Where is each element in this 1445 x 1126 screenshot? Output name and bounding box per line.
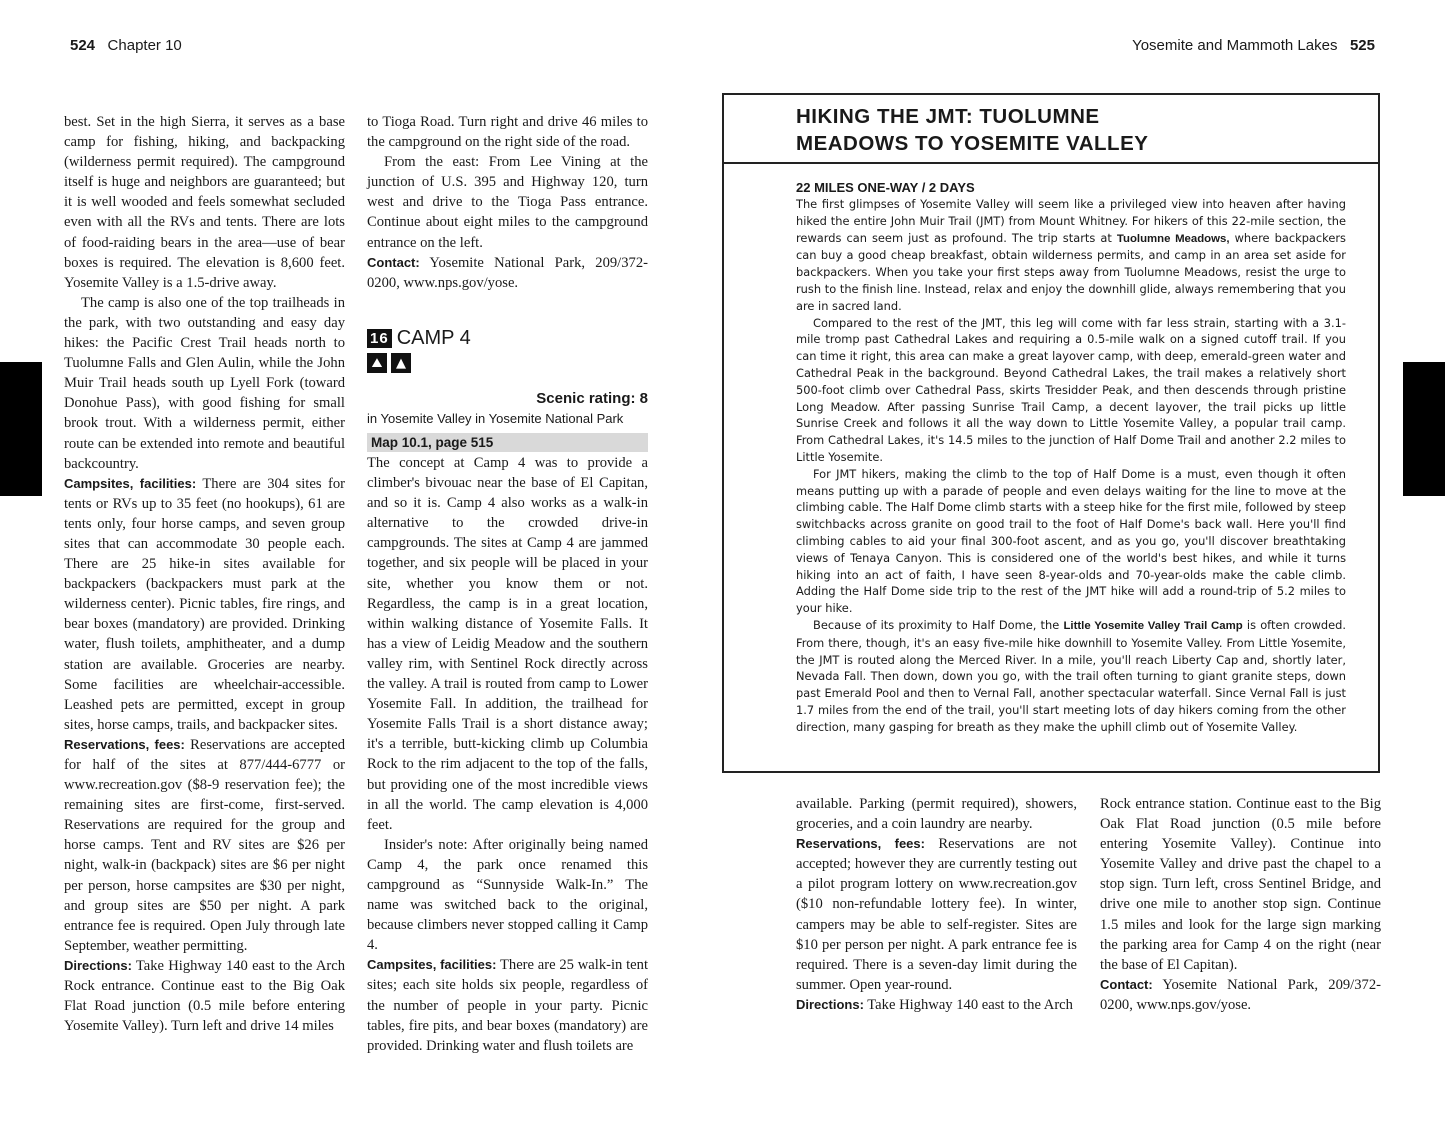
map-reference: Map 10.1, page 515 <box>367 433 648 452</box>
paragraph: Because of its proximity to Half Dome, the Little Yosemite Valley Trail Camp is often crowded. From there, though, it's an easy five-mile hike downhill to Yosemite Valley. From Little Yosemite, the JMT is routed along the Merced River. In a mile, you'll reach Liberty Cap and, shortly later, Nevada Fall. Then down, down you go, with the trail often turning to giant granite steps, down past Emerald Pool and then to Vernal Fall, another spectacular waterfall. Since Vernal Fall is just 1.7 miles from the end of the trail, you'll start meeting lots of day hikers coming from the other direction, many gasping for breath as they make the uphill climb out of Yosemite Valley. <box>796 617 1346 734</box>
camp-number-badge: 16 <box>367 329 392 348</box>
field-label: Directions: <box>796 996 864 1012</box>
paragraph: Reservations, fees: Reservations are not accepted; however they are currently testing out a pilot program lottery on www.recreation.gov ($10 non-refundable lottery fee). In winter, campers may be able to self-register. Sites are $10 per person per night. A park entrance fee is required. There is a seven-day limit during the summer. Open year-round. <box>796 836 1077 993</box>
left-column-2-top <box>367 112 648 293</box>
tent-icon: ▲ <box>391 353 411 373</box>
scenic-rating: Scenic rating: 8 <box>536 390 648 407</box>
field-label: Campsites, facilities: <box>64 475 197 491</box>
paragraph: to Tioga Road. Turn right and drive 46 miles to the campground on the right side of the road. <box>367 114 648 151</box>
paragraph: From the east: From Lee Vining at the junction of U.S. 395 and Highway 120, turn west and drive to the Tioga Pass entrance. Continue about eight miles to the campground entrance on the left. <box>367 154 648 251</box>
paragraph: Campsites, facilities: There are 25 walk-in tent sites; each site holds six people, regardless of the number of people in your party. Picnic tables, fire pits, and bear boxes (mandatory) are provided. Drinking water and flush toilets are <box>367 957 648 1054</box>
sidebar-subtitle: 22 MILES ONE-WAY / 2 DAYS <box>796 180 975 195</box>
paragraph: The camp is also one of the top trailheads in the park, with two outstanding and easy day hikes: the Pacific Crest Trail heads north to Tuolumne Falls and Glen Aulin, while the John Muir Trail heads south up Lyell Fork (toward Donohue Pass), with good fishing for small brook trout. With a wilderness permit, either route can be extended into remote and beautiful backcountry. <box>64 294 345 472</box>
paragraph: Rock entrance station. Continue east to the Big Oak Flat Road junction (0.5 mile before entering Yosemite Valley). Continue into Yosemite Valley and drive past the chapel to a stop sign. Turn left, cross Sentinel Bridge, and drive one mile to another stop sign. Continue 1.5 miles and look for the large sign marking the parking area for Camp 4 on the right (near the base of El Capitan). <box>1100 796 1381 973</box>
hiking-sidebar-box <box>722 93 1380 773</box>
left-chapter-title: Chapter 10 <box>107 37 182 54</box>
paragraph: Contact: Yosemite National Park, 209/372-0200, www.nps.gov/yose. <box>367 254 648 291</box>
paragraph: Directions: Take Highway 140 east to the Arch <box>796 996 1073 1013</box>
camp-location: in Yosemite Valley in Yosemite National Park <box>367 411 624 426</box>
left-column-1 <box>64 112 345 1036</box>
sidebar-body <box>796 179 1346 736</box>
right-page-number: 525 <box>1349 37 1375 54</box>
left-thumb-tab <box>0 362 42 496</box>
paragraph: Directions: Take Highway 140 east to the Arch Rock entrance. Continue east to the Big Oak Flat Road junction (0.5 mile before entering Yosemite Valley). Turn left and drive 14 miles <box>64 957 345 1035</box>
camp-name: CAMP 4 <box>396 327 471 349</box>
right-thumb-tab <box>1403 362 1445 496</box>
paragraph: Reservations, fees: Reservations are accepted for half of the sites at 877/444-6777 or www.recreation.gov ($8-9 reservation fee); the remaining sites are first-come, first-served. Reservations are required for the group and horse camps. Tent and RV sites are $26 per night, walk-in (backpack) sites are $6 per night per person, horse campsites are $30 per night, and group sites are $50 per night. A park entrance fee is required. Open July through late September, weather permitting. <box>64 736 345 954</box>
right-running-header <box>1132 37 1375 54</box>
field-label: Contact: <box>1100 976 1153 992</box>
camp-icons <box>367 353 411 373</box>
paragraph: Insider's note: After originally being named Camp 4, the park once renamed this campground as “Sunnyside Walk-In.” The name was switched back to the original, because climbers never stopped calling it Camp 4. <box>367 836 648 954</box>
right-column-1 <box>796 794 1077 1015</box>
field-label: Campsites, facilities: <box>367 957 497 973</box>
paragraph: Campsites, facilities: There are 304 sites for tents or RVs up to 35 feet (no hookups), 61 are tents only, four horse camps, and seven group sites that can accommodate 30 people each. There are 25 hike-in sites available for backpackers (backpackers must park at the wilderness center). Picnic tables, fire rings, and bear boxes (mandatory) are provided. Drinking water, flush toilets, amphitheater, and a dump station are available. Groceries are nearby. Some facilities are wheelchair-accessible. Leashed pets are permitted, except in group sites, horse camps, trails, and backpacker sites. <box>64 475 346 733</box>
sidebar-title: HIKING THE JMT: TUOLUMNE MEADOWS TO YOSEMITE VALLEY <box>724 95 1378 164</box>
paragraph: For JMT hikers, making the climb to the top of Half Dome is a must, even though it often means putting up with a parade of people and even delays waiting for the line to move at the climbing cable. The Half Dome climb starts with a steep hike for the first mile, followed by steep switchbacks across granite on good trail to the foot of Half Dome's back wall. Here you'll find climbing cables to aid your final 300-foot ascent, and as you go, you'll discover breathtaking views of Tenaya Canyon. This is considered one of the world's best hikes, and while it turns hiking into an act of faith, I have seen 8-year-olds and 70-year-olds make the cable climb. Adding the Half Dome side trip to the rest of the JMT hike will add a round-trip of 5.2 miles to your hike. <box>796 466 1346 616</box>
field-label: Reservations, fees: <box>64 736 185 752</box>
paragraph: The concept at Camp 4 was to provide a climber's bivouac near the base of El Capitan, and so it is. Camp 4 also works as a walk-in alternative to the crowded drive-in campgrounds. The sites at Camp 4 are jammed together, and six people will be placed in your site, whether you know them or not. Regardless, the camp is in a great location, within walking distance of Yosemite Falls. It has a view of Leidig Meadow and the southern valley rim, with Sentinel Rock directly across the valley. A trail is routed from camp to Lower Yosemite Fall. In addition, the trailhead for Yosemite Falls Trail is a short distance away; it's a terrible, butt-kicking climb up Columbia Rock to the rim adjacent to the top of the falls, but providing one of the most incredible views in all the world. The camp elevation is 4,000 feet. <box>367 455 648 833</box>
hiking-icon: ⛰ <box>367 353 387 373</box>
paragraph: available. Parking (permit required), showers, groceries, and a coin laundry are nearby. <box>796 796 1077 833</box>
right-section-title: Yosemite and Mammoth Lakes <box>1132 37 1338 54</box>
field-label: Reservations, fees: <box>796 836 925 852</box>
left-column-2-body <box>367 453 648 1056</box>
left-page-number: 524 <box>70 37 96 54</box>
field-label: Contact: <box>367 254 420 270</box>
right-column-2 <box>1100 794 1381 1015</box>
field-label: Directions: <box>64 957 132 973</box>
paragraph: The first glimpses of Yosemite Valley will seem like a privileged view into heaven after having hiked the entire John Muir Trail (JMT) from Mount Whitney. For hikers of this 22-mile section, the rewards can seem just as profound. The trip starts at Tuolumne Meadows, where backpackers can buy a good cheap breakfast, obtain wilderness permits, and camp in an area set aside for backpackers. When you take your first steps away from Tuolumne Meadows, resist the urge to rush to the finish line. Instead, relax and enjoy the downhill glide, always remembering that you are in sacred land. <box>796 197 1346 313</box>
paragraph: Compared to the rest of the JMT, this leg will come with far less strain, starting with a 3.1-mile tromp past Cathedral Lakes and requiring a 0.5-mile walk on a signed cutoff trail. If you can time it right, this area can make a great layover camp, with deep, emerald-green water and Cathedral Peak in the background. Beyond Cathedral Lakes, the trail makes a relatively short 500-foot climb over Cathedral Pass, skirts Tresidder Peak, and then descends through pristine Long Meadow. After passing Sunrise Trail Camp, a decent layover, the trail picks up little Sunrise Creek and follows it all the way down to Little Yosemite Valley, a popular trail camp. From Cathedral Lakes, it's 14.5 miles to the junction of Half Dome Trail and another 2.2 miles to Little Yosemite. <box>796 315 1346 464</box>
camp-heading <box>367 327 471 350</box>
left-running-header <box>70 37 182 54</box>
paragraph: Contact: Yosemite National Park, 209/372-0200, www.nps.gov/yose. <box>1100 976 1381 1013</box>
paragraph: best. Set in the high Sierra, it serves as a base camp for fishing, hiking, and backpacking (wilderness permit required). The campground itself is huge and neighbors are guaranteed; but it is well wooded and feels somewhat secluded even with all the RVs and tents. There are lots of food-raiding bears in the area—use of bear boxes is required. The elevation is 8,600 feet. Yosemite Valley is a 1.5-drive away. <box>64 114 345 291</box>
